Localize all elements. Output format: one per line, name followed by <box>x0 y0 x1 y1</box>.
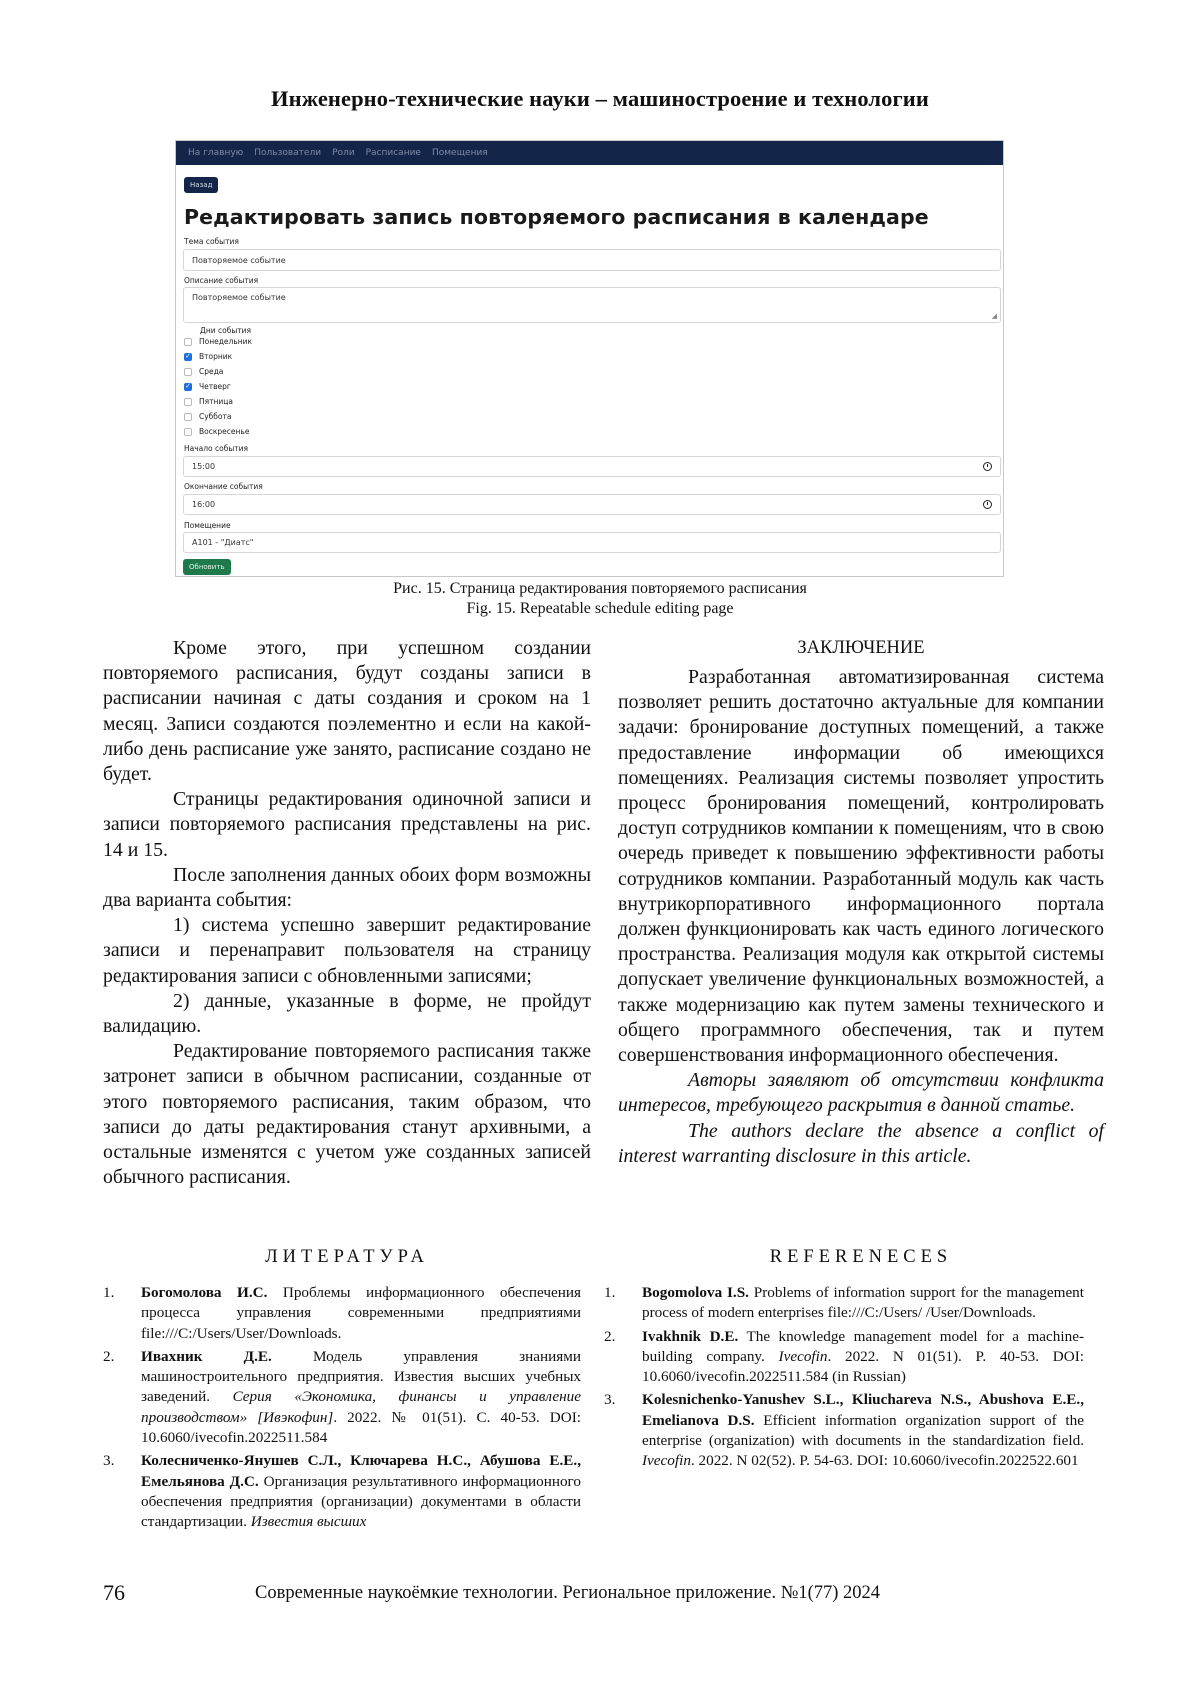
day-saturday[interactable] <box>184 412 231 421</box>
reference-item <box>604 1390 1084 1471</box>
page-number: 76 <box>103 1580 125 1605</box>
checkbox-sunday[interactable] <box>184 428 192 436</box>
body-paragraph: 2) данные, указанные в форме, не пройдут валидацию. <box>103 989 591 1038</box>
room-select[interactable]: A101 - "Диатс" <box>183 532 1001 553</box>
day-label: Суббота <box>199 412 232 421</box>
ref-authors: Ivakhnik D.E. <box>642 1327 739 1345</box>
checkbox-monday[interactable] <box>184 338 192 346</box>
app-navbar <box>176 141 1003 165</box>
topic-input[interactable]: Повторяемое событие <box>183 249 1001 271</box>
checkbox-thursday[interactable]: ✓ <box>185 382 191 390</box>
update-button[interactable]: Обновить <box>183 559 231 575</box>
references-heading: REFERENECES <box>769 1247 953 1267</box>
ref-authors: Kolesnichenko-Yanushev S.L., Kliuchareva N.S., Abushova E.E., Emelianova D.S. <box>642 1391 1084 1429</box>
description-value: Повторяемое событие <box>192 293 286 302</box>
day-label: Воскресенье <box>199 427 250 436</box>
nav-rooms-link[interactable]: Помещения <box>431 148 488 158</box>
day-label: Пятница <box>199 397 233 406</box>
ref-text: Организация результативного информационного обеспечения предприятия (организации) документами в области стандартизации. <box>141 1472 581 1531</box>
literature-heading: ЛИТЕРАТУРА <box>265 1247 429 1267</box>
literature-item <box>103 1451 581 1532</box>
ref-tail: . 2022. N 01(51). P. 40-53. DOI: 10.6060/ivecofin.2022511.584 (in Russian) <box>642 1347 1084 1386</box>
start-time-value: 15:00 <box>192 462 216 471</box>
conclusion-paragraph: Разработанная автоматизированная система позволяет решить достаточно актуальные для компании задачи: бронирование доступных помещений, а также предоставление информации об имеющихся помещениях. Реализация системы позволяет упростить процесс бронирования помещений, контролировать доступ сотрудников компании к помещениям, что в свою очередь приведет к повышению эффективности работы сотрудников компании. Разработанный модуль как часть внутрикорпоративного информационного портала должен функционировать как часть единого логического пространства. Реализация модуля как открытой системы допускает увеличение функциональных возможностей, а также модернизацию как путем замены технического и общего программного обеспечения, так и путем совершенствования информационного обеспечения. <box>618 666 1104 1067</box>
end-time-input[interactable] <box>183 494 1001 515</box>
reference-item <box>604 1283 1084 1324</box>
ref-journal: Ivecofin <box>778 1347 828 1365</box>
checkbox-saturday[interactable] <box>184 413 192 421</box>
end-label: Окончание события <box>184 482 263 491</box>
ref-journal: Серия «Экономика, финансы и управление производством» [Ивэкофин] <box>141 1388 582 1426</box>
ref-number: 2. <box>604 1327 616 1345</box>
ref-text: Problems of information support for the management process of modern enterprises file:///C:/Users/ /User/Downloads. <box>642 1284 1084 1322</box>
start-time-input[interactable] <box>183 456 1001 477</box>
day-label: Понедельник <box>199 337 253 346</box>
ref-number: 1. <box>604 1284 616 1301</box>
start-label: Начало события <box>184 444 249 453</box>
day-wednesday[interactable] <box>184 367 223 376</box>
checkbox-friday[interactable] <box>184 398 192 406</box>
body-paragraph: Кроме этого, при успешном создании повторяемого расписания, будут созданы записи в расписании начиная с даты создания и сроком на 1 месяц. Записи создаются поэлементно и если на какой-либо день расписание уже занято, расписание создано не будет. <box>103 637 591 786</box>
day-label: Среда <box>199 367 224 376</box>
checkbox-tuesday[interactable]: ✓ <box>185 352 191 360</box>
body-paragraph: После заполнения данных обоих форм возможны два варианта события: <box>103 863 591 912</box>
day-label: Четверг <box>199 382 231 391</box>
description-label: Описание события <box>184 276 259 285</box>
ref-number: 1. <box>103 1284 115 1301</box>
figure-caption-ru: Рис. 15. Страница редактирования повторяемого расписания <box>393 580 807 597</box>
body-paragraph: 1) система успешно завершит редактирование записи и перенаправит пользователя на страницу редактирования записи с обновленными записями; <box>103 914 591 987</box>
nav-roles-link[interactable]: Роли <box>332 148 355 158</box>
ref-journal: Известия высших <box>250 1513 367 1531</box>
ref-authors: Bogomolova I.S. <box>642 1284 749 1301</box>
right-column <box>618 636 1104 1169</box>
conclusion-heading: ЗАКЛЮЧЕНИЕ <box>797 638 925 658</box>
back-button[interactable]: Назад <box>184 177 218 193</box>
references-list <box>604 1283 1084 1475</box>
conflict-statement-ru: Авторы заявляют об отсутствии конфликта интересов, требующего раскрытия в данной статье. <box>618 1069 1104 1117</box>
ref-text: Модель управления знаниями машиностроительного предприятия. Известия высших учебных заведений. <box>141 1347 581 1406</box>
body-paragraph: Редактирование повторяемого расписания также затронет записи в обычном расписании, созданные от этого повторяемого расписания, таким образом, что записи до даты редактирования станут архивными, а остальные изменятся с учетом уже созданных записей обычного расписания. <box>103 1040 591 1189</box>
ref-journal: Ivecofin <box>642 1452 691 1470</box>
clock-icon[interactable] <box>983 462 992 471</box>
journal-footer: Современные наукоёмкие технологии. Региональное приложение. №1(77) 2024 <box>255 1583 881 1603</box>
ref-authors: Ивахник Д.Е. <box>141 1347 272 1365</box>
ref-text: Проблемы информационного обеспечения процесса управления современными предприятиями file:///C:/Users/User/Downloads. <box>141 1284 581 1342</box>
days-label: Дни события <box>200 326 252 335</box>
ref-authors: Богомолова И.С. <box>141 1284 268 1301</box>
day-friday[interactable] <box>184 397 233 406</box>
room-label: Помещение <box>184 521 231 530</box>
description-textarea[interactable] <box>183 287 1001 323</box>
checkbox-wednesday[interactable] <box>184 368 192 376</box>
topic-label: Тема события <box>184 237 239 246</box>
ref-tail: . 2022. № 01(51). С. 40-53. DOI: 10.6060/ivecofin.2022511.584 <box>141 1408 581 1447</box>
reference-item <box>604 1327 1084 1388</box>
left-column <box>103 636 591 1190</box>
literature-item <box>103 1283 581 1344</box>
literature-list <box>103 1283 581 1536</box>
ref-number: 2. <box>103 1347 115 1365</box>
nav-home-link[interactable]: На главную <box>188 148 244 158</box>
figure-screenshot <box>175 140 1004 577</box>
ref-tail: . 2022. N 02(52). P. 54-63. DOI: 10.6060/ivecofin.2022522.601 <box>690 1452 1079 1470</box>
form-heading: Редактировать запись повторяемого расписания в календаре <box>184 205 929 229</box>
day-tuesday[interactable] <box>184 352 232 361</box>
ref-text: Efficient information organization support of the enterprise (organization) with documents in the standardization field. <box>642 1411 1084 1450</box>
ref-number: 3. <box>103 1452 115 1470</box>
day-sunday[interactable] <box>184 427 249 436</box>
running-head: Инженерно-технические науки – машиностроение и технологии <box>271 86 929 111</box>
ref-authors: Колесниченко-Янушев С.Л., Ключарева Н.С., Абушова Е.Е., Емельянова Д.С. <box>141 1452 581 1490</box>
ref-text: The knowledge management model for a machine-building company. <box>642 1327 1084 1365</box>
literature-item <box>103 1347 581 1448</box>
ref-number: 3. <box>604 1391 616 1409</box>
figure-caption-en: Fig. 15. Repeatable schedule editing page <box>466 600 734 617</box>
resize-grip-icon[interactable]: ◢ <box>991 312 997 320</box>
conflict-statement-en: The authors declare the absence a conflict of interest warranting disclosure in this article. <box>618 1119 1104 1167</box>
day-monday[interactable] <box>184 337 252 346</box>
day-label: Вторник <box>199 352 233 361</box>
end-time-value: 16:00 <box>192 500 216 509</box>
nav-schedule-link[interactable]: Расписание <box>365 148 421 158</box>
day-thursday[interactable] <box>184 382 231 391</box>
body-paragraph: Страницы редактирования одиночной записи и записи повторяемого расписания представлены на рис. 14 и 15. <box>103 788 591 861</box>
nav-users-link[interactable]: Пользователи <box>254 148 322 158</box>
clock-icon[interactable] <box>983 500 992 509</box>
